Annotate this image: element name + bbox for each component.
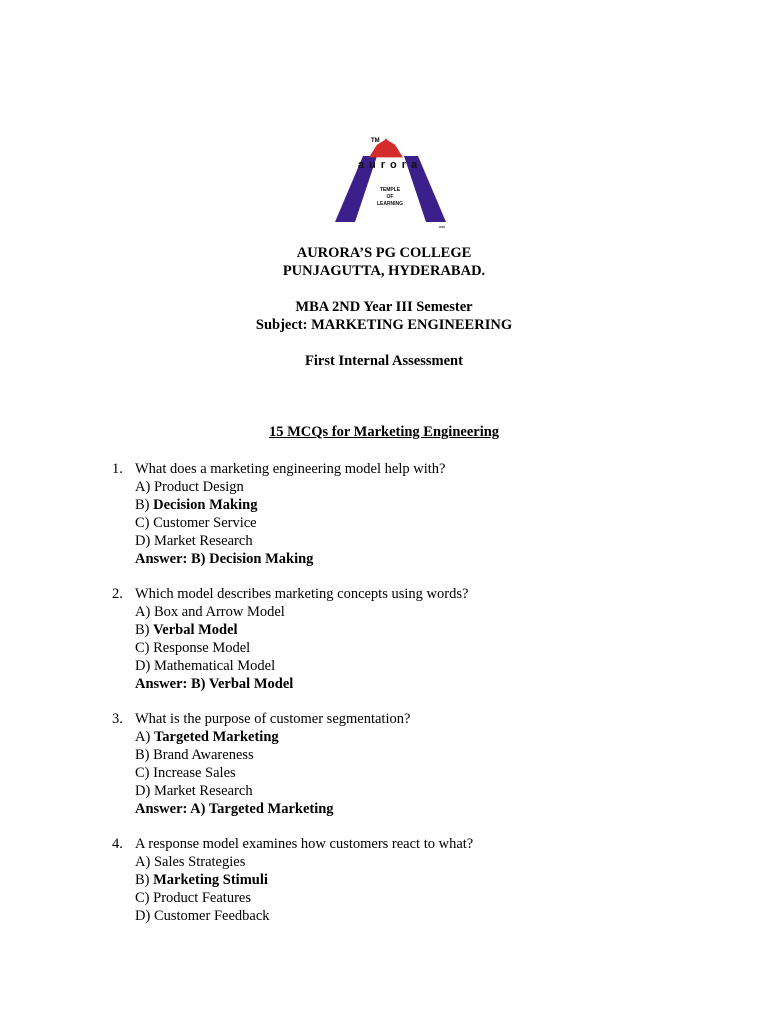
assessment-heading (0, 352, 768, 370)
question-number: 1. (112, 461, 123, 477)
option-b: B) Verbal Model (135, 622, 238, 638)
program-line: MBA 2ND Year III Semester (295, 299, 473, 315)
college-location: PUNJAGUTTA, HYDERABAD. (282, 263, 486, 279)
question-number: 3. (112, 711, 123, 727)
correct-option: Verbal Model (153, 622, 238, 638)
option-a: A) Product Design (135, 479, 244, 495)
logo-tm: TM (371, 138, 380, 144)
option-c: C) Customer Service (135, 515, 257, 531)
assessment-line: First Internal Assessment (305, 353, 463, 369)
aurora-logo-mark (333, 134, 448, 230)
option-a: A) Sales Strategies (135, 854, 246, 870)
option-b: B) Marketing Stimuli (135, 872, 268, 888)
svg-text:LEARNING: LEARNING (376, 201, 404, 207)
mcq-title: 15 MCQs for Marketing Engineering (268, 424, 500, 440)
question-2 (112, 585, 712, 693)
answer-line: Answer: A) Targeted Marketing (135, 801, 334, 817)
question-4 (112, 835, 712, 925)
option-d: D) Market Research (135, 533, 253, 549)
course-heading (0, 298, 768, 334)
question-1 (112, 460, 712, 568)
option-a: A) Targeted Marketing (135, 729, 279, 745)
question-text: What is the purpose of customer segmentation? (135, 711, 411, 727)
college-heading (0, 244, 768, 280)
question-number: 4. (112, 836, 123, 852)
aurora-logo (333, 134, 448, 230)
option-d: D) Market Research (135, 783, 253, 799)
question-text: Which model describes marketing concepts using words? (135, 586, 469, 602)
option-d: D) Mathematical Model (135, 658, 276, 674)
option-c: C) Product Features (135, 890, 251, 906)
svg-text:OF: OF (386, 194, 394, 200)
correct-option: Marketing Stimuli (153, 872, 268, 888)
svg-text:TEMPLE: TEMPLE (379, 187, 401, 193)
question-list (112, 460, 712, 942)
option-c: C) Response Model (135, 640, 251, 656)
answer-line: Answer: B) Verbal Model (135, 676, 294, 692)
question-text: A response model examines how customers react to what? (135, 836, 474, 852)
correct-option: Decision Making (153, 497, 258, 513)
option-a: A) Box and Arrow Model (135, 604, 285, 620)
college-name: AURORA’S PG COLLEGE (296, 245, 472, 261)
option-d: D) Customer Feedback (135, 908, 270, 924)
option-b: B) Decision Making (135, 497, 258, 513)
svg-text:aurora: aurora (357, 159, 423, 171)
correct-option: Targeted Marketing (153, 729, 279, 745)
option-c: C) Increase Sales (135, 765, 236, 781)
question-number: 2. (112, 586, 123, 602)
subject-line: Subject: MARKETING ENGINEERING (255, 317, 513, 333)
question-text: What does a marketing engineering model help with? (135, 461, 446, 477)
answer-line: Answer: B) Decision Making (135, 551, 314, 567)
question-3 (112, 710, 712, 818)
option-b: B) Brand Awareness (135, 747, 254, 763)
